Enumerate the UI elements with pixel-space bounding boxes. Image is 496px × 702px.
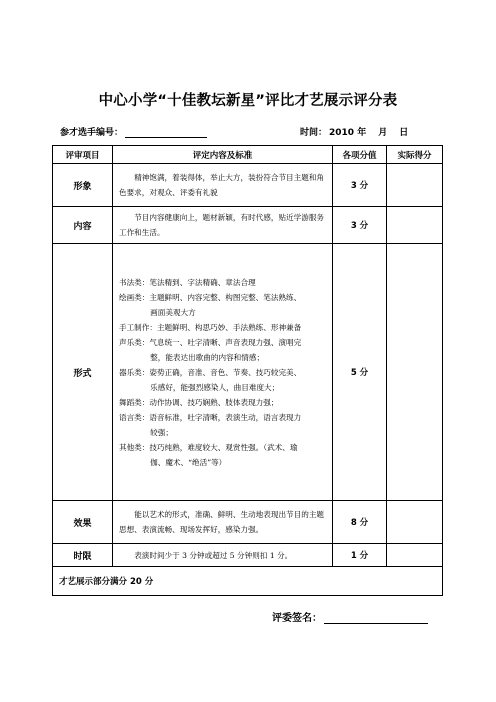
row-points-image: 3 分 (333, 164, 387, 207)
contestant-number-field (60, 125, 207, 138)
header-standard: 评定内容及标准 (113, 146, 333, 164)
contestant-number-label: 参才选手编号： (60, 128, 124, 138)
row-standard-effect: 能以艺术的形式，准确、鲜明、生动地表现出节目的主题思想、表演流畅、现场发挥好，感染力强。 (113, 501, 333, 544)
form-entry-other: 其他类：技巧纯熟，难度较大、观赏性强。（武术、瑜 (119, 442, 298, 452)
time-month: 月 (378, 128, 388, 138)
row-standard-image: 精神饱满，着装得体，举止大方，装扮符合节目主题和角色要求，对观众、评委有礼貌 (113, 164, 333, 207)
row-points-form: 5 分 (333, 244, 387, 501)
row-item-content: 内容 (53, 207, 113, 244)
header-actual-score: 实际得分 (387, 146, 443, 164)
form-entry-calligraphy: 书法类：笔法精到、字法精确、章法合理 (119, 277, 256, 287)
table-footer-row (53, 567, 443, 596)
table-row (53, 544, 443, 567)
form-entry-instrumental-cont: 乐感好，能强烈感染人，曲目难度大； (150, 382, 280, 392)
header-item: 评审项目 (53, 146, 113, 164)
row-points-time-limit: 1 分 (333, 544, 387, 567)
scoring-table (52, 145, 443, 596)
row-standard-form (113, 244, 333, 501)
row-item-time-limit: 时限 (53, 544, 113, 567)
judge-signature-label: 评委签名： (272, 613, 322, 624)
form-entry-language: 语言类：语音标准，吐字清晰，表演生动，语言表现力 (119, 412, 302, 422)
time-year: 2010 年 (329, 128, 367, 138)
row-actual-score-image[interactable] (387, 164, 443, 207)
row-actual-score-form[interactable] (387, 244, 443, 501)
form-entry-handcraft: 手工制作：主题鲜明、构思巧妙、手法熟练、形神兼备 (119, 322, 302, 332)
table-row (53, 501, 443, 544)
form-entry-vocal-cont: 整，能表达出歌曲的内容和情感； (150, 352, 265, 362)
row-standard-content: 节目内容健康向上，题材新颖，有时代感，贴近学游服务工作和生活。 (113, 207, 333, 244)
form-entry-other-cont: 伽、魔术、“绝活”等） (150, 457, 227, 467)
row-standard-time-limit: 表演时间少于 3 分钟或超过 5 分钟则扣 1 分。 (113, 544, 333, 567)
judge-signature-field (272, 609, 428, 624)
row-item-effect: 效果 (53, 501, 113, 544)
form-entry-instrumental: 器乐类：姿势正确，音准、音色、节奏、技巧较完美、 (119, 367, 302, 377)
table-header-row (53, 146, 443, 164)
form-entry-painting-cont: 画面美观大方 (150, 307, 196, 317)
date-field (300, 125, 408, 138)
form-entry-language-cont: 较强； (150, 427, 173, 437)
table-row (53, 207, 443, 244)
row-actual-score-content[interactable] (387, 207, 443, 244)
form-entry-vocal: 声乐类：气息统一、吐字清晰、声音表现力强、演唱完 (119, 337, 302, 347)
total-score-note: 才艺展示部分满分 20 分 (53, 567, 443, 596)
form-entry-painting: 绘画类：主题鲜明、内容完整、构图完整、笔法熟练、 (119, 292, 302, 302)
row-item-image: 形象 (53, 164, 113, 207)
row-item-form: 形式 (53, 244, 113, 501)
table-row (53, 164, 443, 207)
form-entry-dance: 舞蹈类：动作协调、技巧娴熟、肢体表现力强； (119, 397, 279, 407)
row-points-effect: 8 分 (333, 501, 387, 544)
row-actual-score-effect[interactable] (387, 501, 443, 544)
table-row (53, 244, 443, 501)
row-actual-score-time-limit[interactable] (387, 544, 443, 567)
header-points: 各项分值 (333, 146, 387, 164)
judge-signature-line[interactable] (324, 613, 428, 624)
time-label: 时间： (300, 128, 328, 138)
page-title: 中心小学“十佳教坛新星”评比才艺展示评分表 (98, 93, 398, 109)
row-points-content: 3 分 (333, 207, 387, 244)
contestant-number-line (125, 128, 207, 138)
time-day: 日 (399, 128, 409, 138)
